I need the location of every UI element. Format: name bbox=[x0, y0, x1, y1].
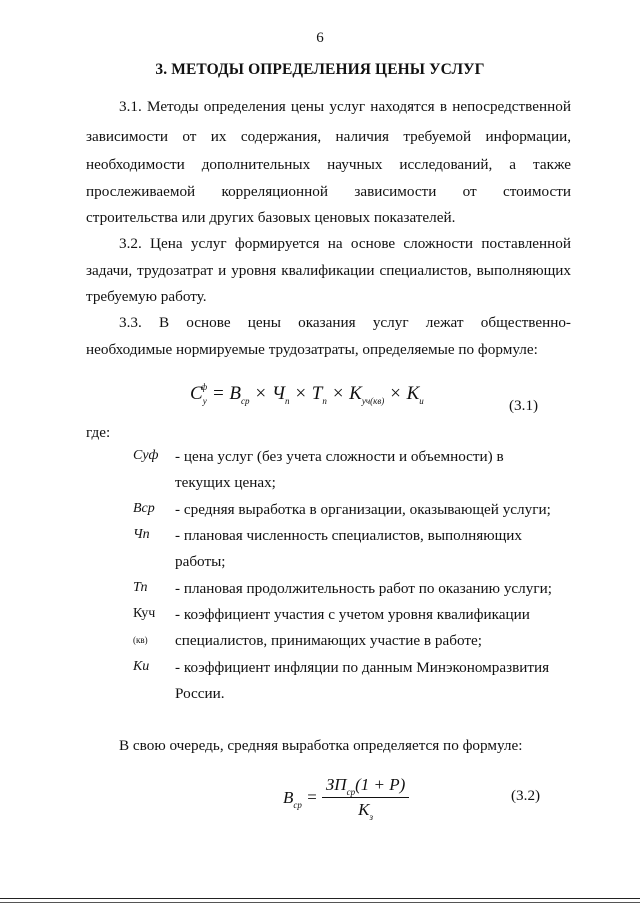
section-heading: 3. МЕТОДЫ ОПРЕДЕЛЕНИЯ ЦЕНЫ УСЛУГ bbox=[155, 61, 485, 78]
page-number: 6 bbox=[316, 30, 324, 46]
definition-text: - коэффициент участия с учетом уровня квалификации bbox=[175, 606, 530, 623]
definition-text: работы; bbox=[175, 553, 226, 570]
definition-symbol-b: Вср bbox=[133, 501, 155, 516]
paragraph-3-2-line-3: требуемую работу. bbox=[86, 288, 207, 305]
definition-symbol-t: Тп bbox=[133, 580, 148, 595]
definition-symbol-k-uch-suffix: (кв) bbox=[133, 635, 148, 645]
paragraph-3-1-line-5: строительства или других базовых ценовых показателей. bbox=[86, 209, 456, 226]
where-label: где: bbox=[86, 424, 111, 441]
definition-symbol-k-uch: Куч bbox=[133, 606, 156, 621]
definition-text: - средняя выработка в организации, оказывающей услуги; bbox=[175, 501, 551, 518]
definition-text: России. bbox=[175, 685, 225, 702]
paragraph-3-1-line-3: необходимости дополнительных научных исследований, а также bbox=[86, 156, 571, 173]
formula-3-2-number: (3.2) bbox=[511, 787, 541, 804]
paragraph-next: В свою очередь, средняя выработка определяется по формуле: bbox=[119, 737, 523, 754]
definition-text: - коэффициент инфляции по данным Минэкономразвития bbox=[175, 659, 550, 676]
formula-3-1: $C_у^ф = B_{ср} \times Ч_п \times T_п \times K_{уч(кв)} \times K_и$ bbox=[190, 382, 424, 406]
paragraph-3-3-line-2: необходимые нормируемые трудозатраты, определяемые по формуле: bbox=[86, 341, 538, 358]
definition-text: специалистов, принимающих участие в работе; bbox=[175, 632, 482, 649]
definition-symbol-ch: Чп bbox=[133, 527, 150, 542]
scan-artifact-line bbox=[0, 898, 640, 899]
definition-symbol-c: Cуф bbox=[133, 448, 159, 463]
paragraph-3-1-line-2: зависимости от их содержания, наличия требуемой информации, bbox=[86, 128, 571, 145]
paragraph-3-1-line-4: прослеживаемой корреляционной зависимости от стоимости bbox=[86, 183, 571, 200]
formula-3-2-fraction: $\frac{ЗП_{ср}(1 + P)}{K_з}$ bbox=[322, 775, 409, 820]
definition-text: - плановая продолжительность работ по оказанию услуги; bbox=[175, 580, 552, 597]
scan-artifact-line bbox=[0, 902, 640, 903]
definition-text: - плановая численность специалистов, выполняющих bbox=[175, 527, 523, 544]
paragraph-3-2-line-2: задачи, трудозатрат и уровня квалификации специалистов, выполняющих bbox=[86, 262, 571, 279]
definition-text: текущих ценах; bbox=[175, 474, 276, 491]
paragraph-3-1-line-1: 3.1. Методы определения цены услуг находятся в непосредственной bbox=[119, 98, 571, 115]
paragraph-3-3-line-1: 3.3. В основе цены оказания услуг лежат общественно- bbox=[119, 314, 571, 331]
formula-3-2: $B_{ср}$ = $\frac{ЗП_{ср}(1 + P)}{K_з}$ bbox=[283, 775, 409, 820]
formula-3-1-number: (3.1) bbox=[509, 397, 539, 414]
definition-text: - цена услуг (без учета сложности и объемности) в bbox=[175, 448, 504, 465]
paragraph-3-2-line-1: 3.2. Цена услуг формируется на основе сложности поставленной bbox=[119, 235, 571, 252]
definition-symbol-k-i: Ки bbox=[133, 659, 150, 674]
